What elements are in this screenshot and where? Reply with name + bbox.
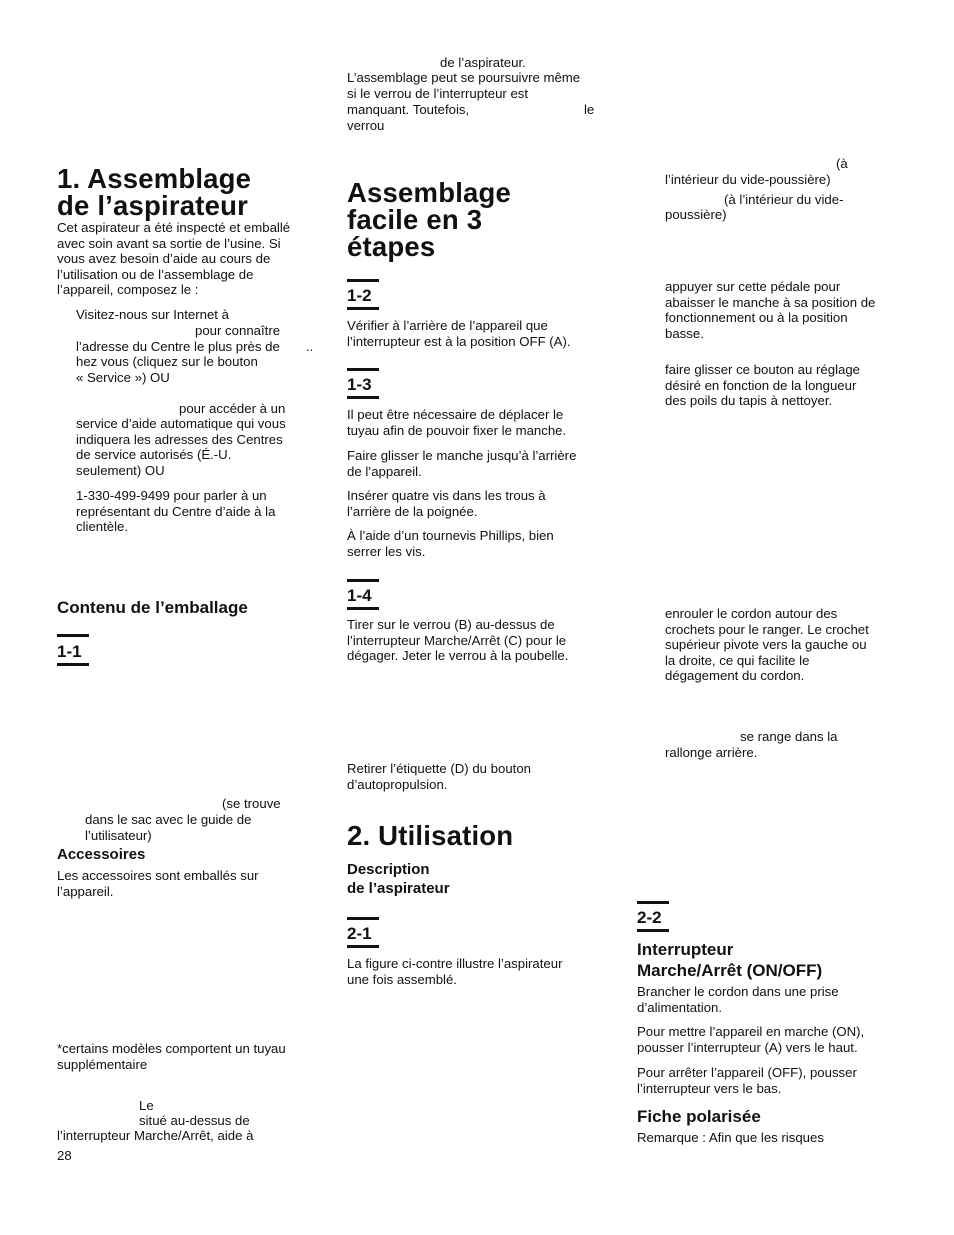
description-heading: Description de l’aspirateur bbox=[347, 861, 450, 897]
text-step-2-1: La figure ci-contre illustre l’aspirateur une fois assemblé. bbox=[347, 956, 563, 987]
contents-heading: Contenu de l’emballage bbox=[57, 598, 248, 617]
step-bar bbox=[57, 634, 89, 637]
text-step-1-3-a: Il peut être nécessaire de déplacer le tuyau afin de pouvoir fixer le manche. bbox=[347, 407, 567, 438]
step-bar bbox=[347, 579, 379, 582]
text-a-2: (à l’intérieur du vide- bbox=[724, 192, 844, 207]
top-text-6: verrou bbox=[347, 118, 385, 133]
top-text-2: L’assemblage peut se poursuivre même bbox=[347, 70, 581, 85]
step-label-2-1: 2-1 bbox=[347, 924, 372, 943]
step-bar bbox=[637, 901, 669, 904]
step-underline bbox=[347, 307, 379, 310]
height-adjust-text: faire glisser ce bouton au réglage désiré en fonction de la longueur des poils du tapis à nettoyer. bbox=[665, 362, 861, 409]
text-a-paren: (à bbox=[836, 156, 848, 171]
bottom-le: Le bbox=[139, 1098, 154, 1113]
top-text-3: si le verrou de l’interrupteur est bbox=[347, 86, 529, 101]
step-label-1-2: 1-2 bbox=[347, 286, 372, 305]
bottom-text-1: situé au-dessus de bbox=[139, 1113, 250, 1128]
step-label-2-2: 2-2 bbox=[637, 908, 662, 927]
polarized-plug-heading: Fiche polarisée bbox=[637, 1107, 761, 1126]
text-step-1-4: Tirer sur le verrou (B) au-dessus de l’interrupteur Marche/Arrêt (C) pour le dégager. Jeter le verrou à la poubelle. bbox=[347, 617, 569, 664]
text-a-1: l’intérieur du vide-poussière) bbox=[665, 172, 831, 187]
section-title-assemblage: 1. Assemblage de l’aspirateur bbox=[57, 163, 252, 221]
storage-text-2: rallonge arrière. bbox=[665, 745, 758, 760]
page-number: 28 bbox=[57, 1148, 72, 1163]
storage-text-1: se range dans la bbox=[740, 729, 838, 744]
remove-label-text: Retirer l’étiquette (D) du bouton d’autopropulsion. bbox=[347, 761, 531, 792]
step-label-1-3: 1-3 bbox=[347, 375, 372, 394]
text-step-1-3-c: Insérer quatre vis dans les trous à l’arrière de la poignée. bbox=[347, 488, 546, 519]
section-title-utilisation: 2. Utilisation bbox=[347, 820, 514, 851]
switch-heading: Interrupteur Marche/Arrêt (ON/OFF) bbox=[637, 940, 823, 980]
top-text-4: manquant. Toutefois, bbox=[347, 102, 470, 117]
phone-option: 1-330-499-9499 pour parler à un représentant du Centre d’aide à la clientèle. bbox=[76, 488, 276, 535]
switch-text-3: Pour arrêter l’appareil (OFF), pousser l’interrupteur vers le bas. bbox=[637, 1065, 857, 1096]
step-underline bbox=[347, 607, 379, 610]
text-step-1-3-d: À l’aide d’un tournevis Phillips, bien serrer les vis. bbox=[347, 528, 554, 559]
step-underline bbox=[57, 663, 89, 666]
step-underline bbox=[637, 929, 669, 932]
text-step-1-3-b: Faire glisser le manche jusqu’à l’arrière de l’appareil. bbox=[347, 448, 577, 479]
switch-text-1: Brancher le cordon dans une prise d’alimentation. bbox=[637, 984, 839, 1015]
bottom-text-2: l’interrupteur Marche/Arrêt, aide à bbox=[57, 1128, 254, 1143]
step-label-1-4: 1-4 bbox=[347, 586, 372, 605]
models-footnote: *certains modèles comportent un tuyau supplémentaire bbox=[57, 1041, 286, 1072]
polarized-plug-text: Remarque : Afin que les risques bbox=[637, 1130, 824, 1145]
step-bar bbox=[347, 368, 379, 371]
switch-text-2: Pour mettre l’appareil en marche (ON), pousser l’interrupteur (A) vers le haut. bbox=[637, 1024, 865, 1055]
step-label-1-1: 1-1 bbox=[57, 642, 82, 661]
step-underline bbox=[347, 945, 379, 948]
accessories-heading: Accessoires bbox=[57, 846, 146, 863]
accessories-text: Les accessoires sont emballés sur l’appareil. bbox=[57, 868, 259, 899]
step-bar bbox=[347, 917, 379, 920]
intro-paragraph: Cet aspirateur a été inspecté et emballé avec soin avant sa sortie de l’usine. Si vous avez besoin d’aide au cours de l’utilisation ou de l’assemblage de l’appareil, composez le : bbox=[57, 220, 291, 298]
top-text-1: de l’aspirateur. bbox=[440, 55, 526, 70]
step-bar bbox=[347, 279, 379, 282]
step-underline bbox=[347, 396, 379, 399]
text-step-1-2: Vérifier à l’arrière de l’appareil que l’interrupteur est à la position OFF (A). bbox=[347, 318, 571, 349]
text-a-3: poussière) bbox=[665, 207, 727, 222]
section-title-easy-assembly: Assemblage facile en 3 étapes bbox=[347, 177, 512, 262]
cord-hook-text: enrouler le cordon autour des crochets pour le ranger. Le crochet supérieur pivote vers la gauche ou la droite, ce qui facilite le dégagement du cordon. bbox=[665, 606, 869, 684]
top-text-5: le bbox=[584, 102, 595, 117]
pedal-text: appuyer sur cette pédale pour abaisser le manche à sa position de fonctionnement ou à la position basse. bbox=[665, 279, 876, 341]
